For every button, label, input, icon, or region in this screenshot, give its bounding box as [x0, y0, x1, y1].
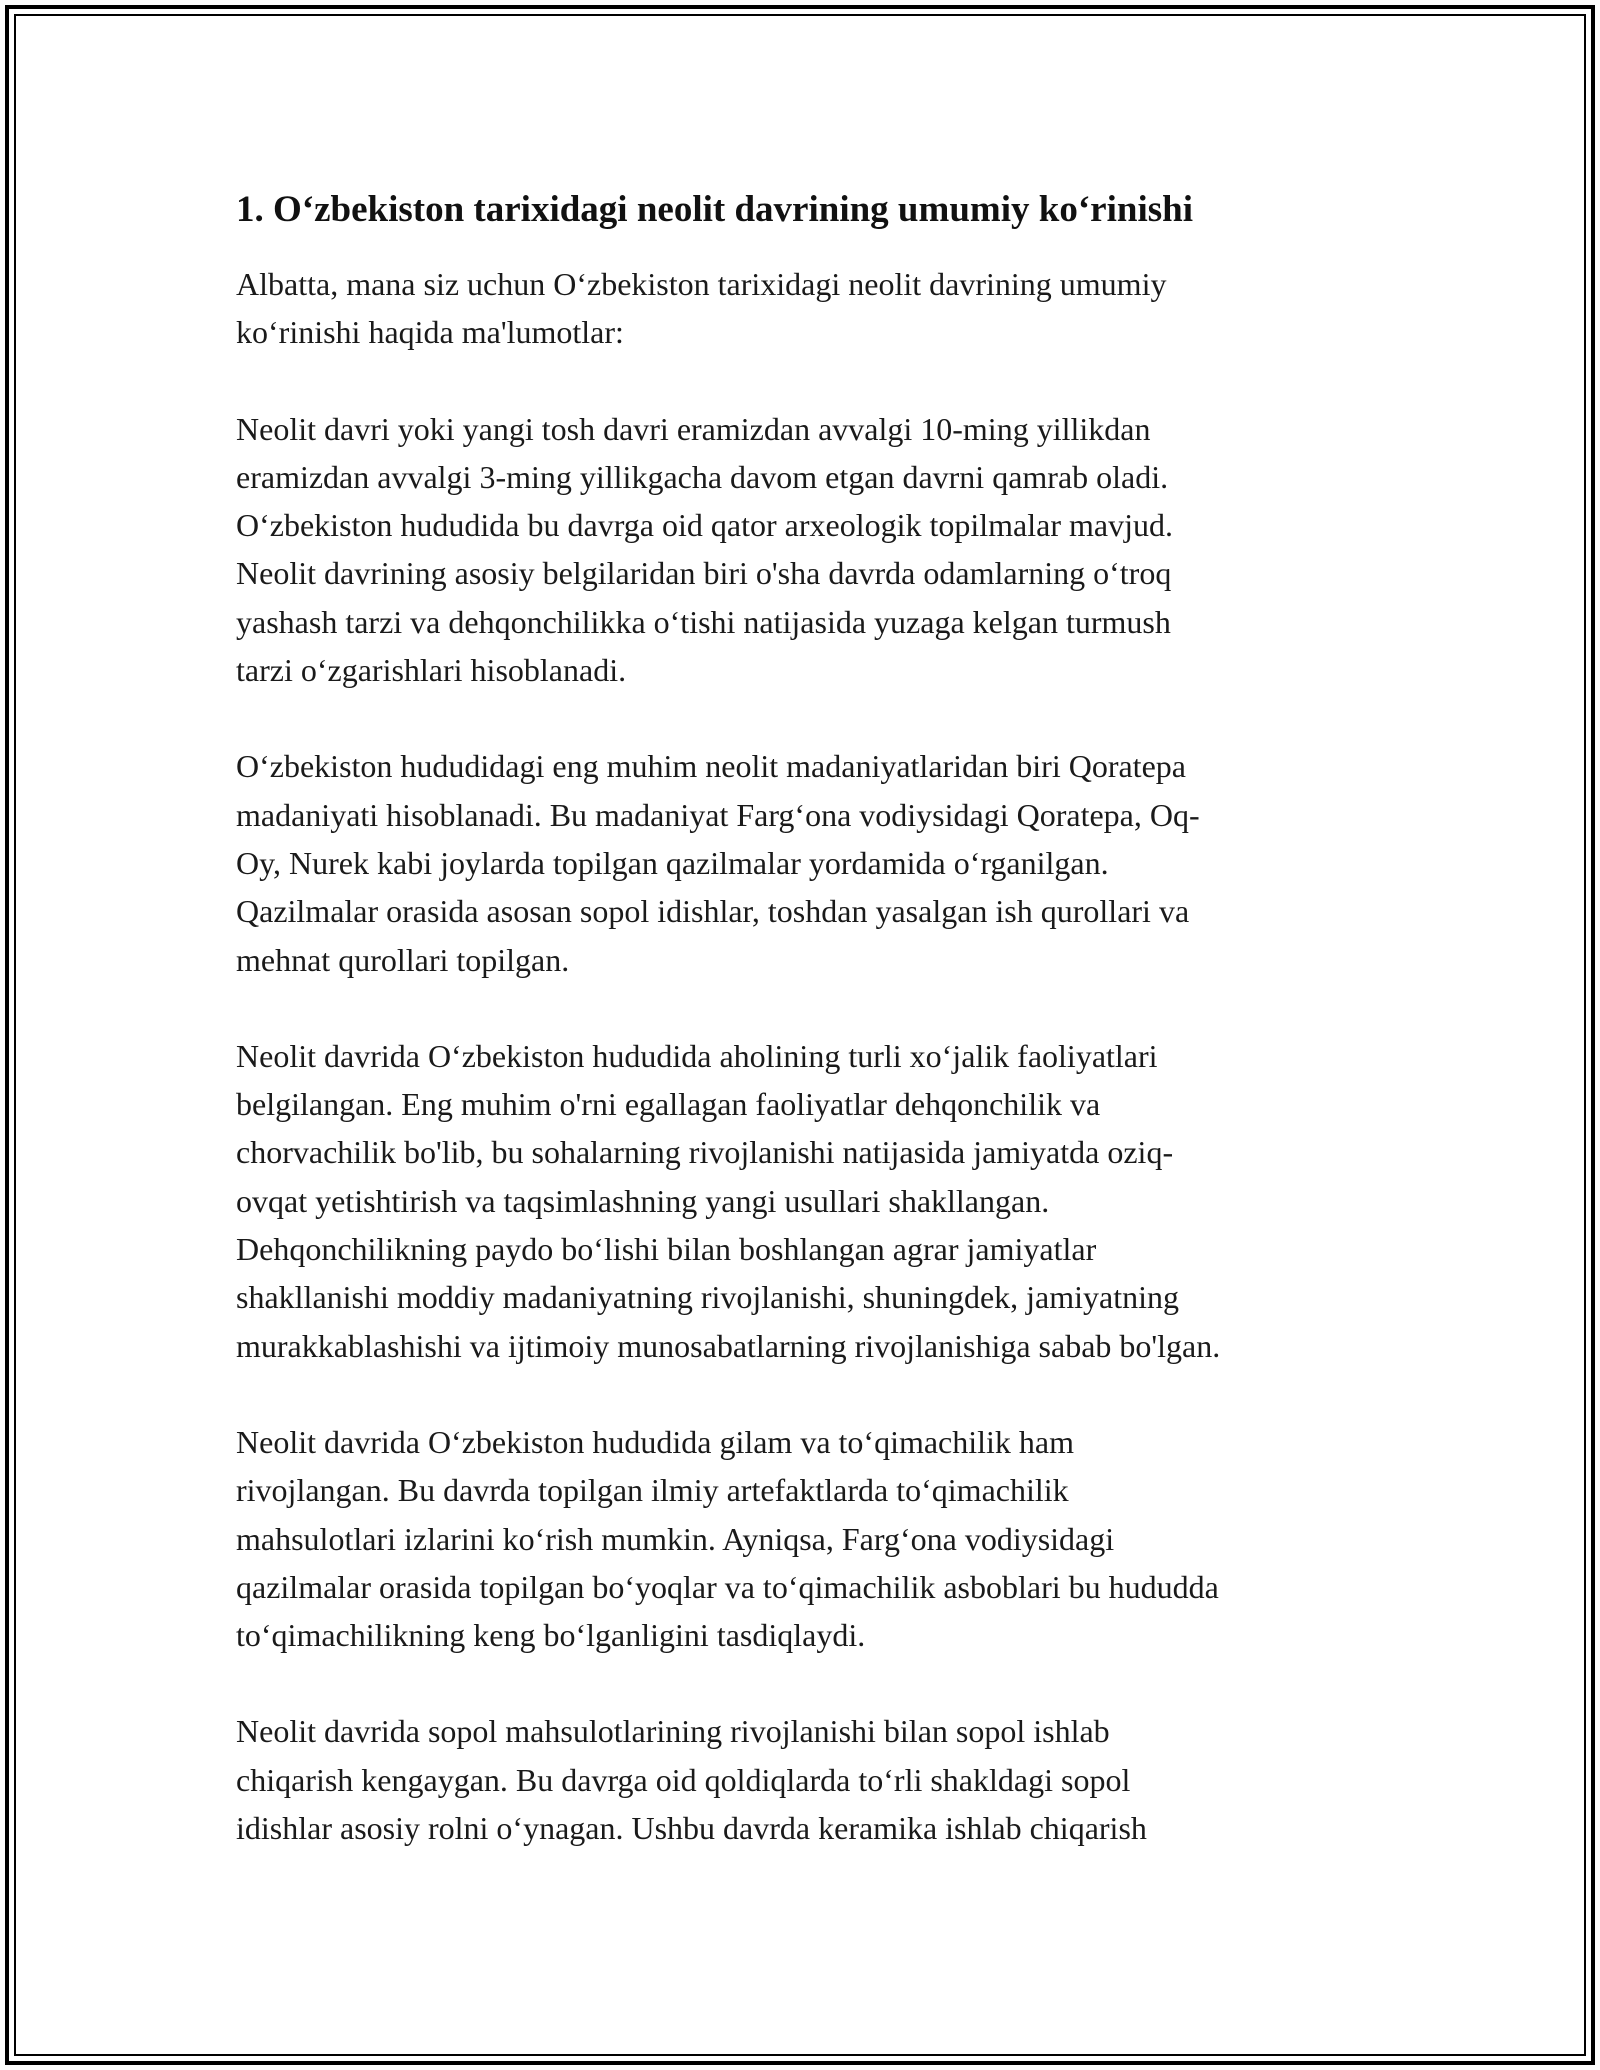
text-line: idishlar asosiy rolni o‘ynagan. Ushbu davrda keramika ishlab chiqarish: [236, 1810, 1147, 1847]
text-line: yashash tarzi va dehqonchilikka o‘tishi natijasida yuzaga kelgan turmush: [236, 603, 1171, 640]
text-line: murakkablashishi va ijtimoiy munosabatlarning rivojlanishiga sabab bo'lgan.: [236, 1327, 1221, 1364]
text-line: eramizdan avvalgi 3-ming yillikgacha davom etgan davrni qamrab oladi.: [236, 458, 1169, 495]
text-line: chorvachilik bo'lib, bu sohalarning rivojlanishi natijasida jamiyatda oziq-: [236, 1134, 1174, 1171]
text-line: rivojlangan. Bu davrda topilgan ilmiy artefaktlarda to‘qimachilik: [236, 1472, 1069, 1509]
text-line: O‘zbekiston hududida bu davrga oid qator arxeologik topilmalar mavjud.: [236, 507, 1173, 544]
text-line: mehnat qurollari topilgan.: [236, 941, 570, 978]
text-line: Neolit davrining asosiy belgilaridan biri o'sha davrda odamlarning o‘troq: [236, 555, 1172, 592]
text-line: ko‘rinishi haqida ma'lumotlar:: [236, 314, 624, 351]
paragraph-intro: [236, 260, 1366, 357]
text-line: Neolit davrida sopol mahsulotlarining rivojlanishi bilan sopol ishlab: [236, 1713, 1110, 1750]
paragraph-economic-activities: [236, 1032, 1366, 1370]
text-line: Albatta, mana siz uchun O‘zbekiston tarixidagi neolit davrining umumiy: [236, 266, 1167, 302]
text-line: Neolit davrida O‘zbekiston hududida gilam va to‘qimachilik ham: [236, 1423, 1075, 1460]
text-line: chiqarish kengaygan. Bu davrga oid qoldiqlarda to‘rli shakldagi sopol: [236, 1761, 1131, 1798]
text-line: O‘zbekiston hududidagi eng muhim neolit madaniyatlaridan biri Qoratepa: [236, 748, 1186, 785]
text-line: to‘qimachilikning keng bo‘lganligini tasdiqlaydi.: [236, 1617, 866, 1654]
document-body: [236, 186, 1366, 1900]
paragraph-weaving: [236, 1418, 1366, 1659]
text-line: mahsulotlari izlarini ko‘rish mumkin. Ayniqsa, Farg‘ona vodiysidagi: [236, 1520, 1115, 1557]
text-line: tarzi o‘zgarishlari hisoblanadi.: [236, 652, 627, 689]
paragraph-neolithic-period: [236, 405, 1366, 695]
text-line: belgilangan. Eng muhim o'rni egallagan faoliyatlar dehqonchilik va: [236, 1086, 1101, 1123]
section-heading: 1. O‘zbekiston tarixidagi neolit davrining umumiy ko‘rinishi: [236, 189, 1193, 230]
paragraph-qoratepa-culture: [236, 742, 1366, 983]
text-line: madaniyati hisoblanadi. Bu madaniyat Farg‘ona vodiysidagi Qoratepa, Oq-: [236, 796, 1200, 833]
text-line: Qazilmalar orasida asosan sopol idishlar, toshdan yasalgan ish qurollari va: [236, 893, 1190, 930]
paragraph-pottery: [236, 1707, 1366, 1852]
text-line: Neolit davri yoki yangi tosh davri eramizdan avvalgi 10-ming yillikdan: [236, 410, 1151, 447]
text-line: Oy, Nurek kabi joylarda topilgan qazilmalar yordamida o‘rganilgan.: [236, 844, 1109, 881]
text-line: shakllanishi moddiy madaniyatning rivojlanishi, shuningdek, jamiyatning: [236, 1279, 1179, 1316]
text-line: Neolit davrida O‘zbekiston hududida aholining turli xo‘jalik faoliyatlari: [236, 1037, 1158, 1074]
text-line: Dehqonchilikning paydo bo‘lishi bilan boshlangan agrar jamiyatlar: [236, 1231, 1097, 1268]
text-line: qazilmalar orasida topilgan bo‘yoqlar va to‘qimachilik asboblari bu hududda: [236, 1568, 1219, 1605]
text-line: ovqat yetishtirish va taqsimlashning yangi usullari shakllangan.: [236, 1182, 1050, 1219]
